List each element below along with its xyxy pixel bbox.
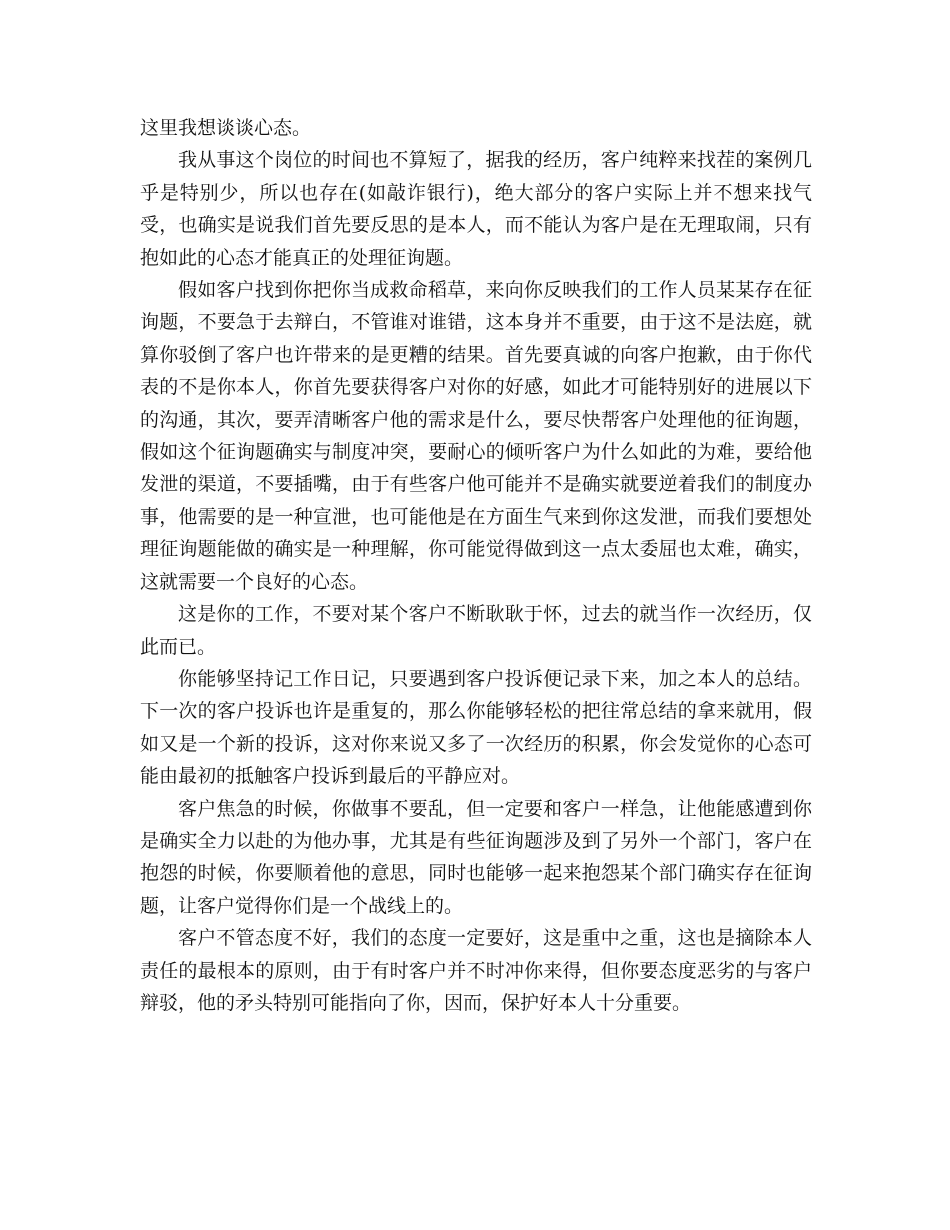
paragraph-6: 客户焦急的时候，你做事不要乱，但一定要和客户一样急，让他能感遭到你是确实全力以赴的为他办事，尤其是有些征询题涉及到了另外一个部门，客户在抱怨的时候，你要顺着他的意思，同时也能够一起来抱怨某个部门确实存在征询题，让客户觉得你们是一个战线上的。 bbox=[140, 797, 812, 917]
paragraph-1: 这里我想谈谈心态。 bbox=[140, 117, 312, 139]
paragraph-7: 客户不管态度不好，我们的态度一定要好，这是重中之重，这也是摘除本人责任的最根本的原则，由于有时客户并不时冲你来得，但你要态度恶劣的与客户辩驳，他的矛头特别可能指向了你，因而，保护好本人十分重要。 bbox=[140, 927, 812, 1014]
paragraph-5: 你能够坚持记工作日记，只要遇到客户投诉便记录下来，加之本人的总结。下一次的客户投诉也许是重复的，那么你能够轻松的把往常总结的拿来就用，假如又是一个新的投诉，这对你来说又多了一次经历的积累，你会发觉你的心态可能由最初的抵触客户投诉到最后的平静应对。 bbox=[140, 667, 812, 788]
paragraph-2: 我从事这个岗位的时间也不算短了，据我的经历，客户纯粹来找茬的案例几乎是特别少，所以也存在(如敲诈银行)，绝大部分的客户实际上并不想来找气受，也确实是说我们首先要反思的是本人，而不能认为客户是在无理取闹，只有抱如此的心态才能真正的处理征询题。 bbox=[140, 149, 812, 269]
paragraph-3: 假如客户找到你把你当成救命稻草，来向你反映我们的工作人员某某存在征询题，不要急于去辩白，不管谁对谁错，这本身并不重要，由于这不是法庭，就算你驳倒了客户也许带来的是更糟的结果。首先要真诚的向客户抱歉，由于你代表的不是你本人，你首先要获得客户对你的好感，如此才可能特别好的进展以下的沟通，其次，要弄清晰客户他的需求是什么，要尽快帮客户处理他的征询题，假如这个征询题确实与制度冲突，要耐心的倾听客户为什么如此的为难，要给他发泄的渠道，不要插嘴，由于有些客户他可能并不是确实就要逆着我们的制度办事，他需要的是一种宣泄，也可能他是在方面生气来到你这发泄，而我们要想处理征询题能做的确实是一种理解，你可能觉得做到这一点太委屈也太难，确实，这就需要一个良好的心态。 bbox=[140, 279, 812, 593]
paragraph-4: 这是你的工作，不要对某个客户不断耿耿于怀，过去的就当作一次经历，仅此而已。 bbox=[140, 603, 812, 658]
document-body bbox=[140, 112, 812, 1019]
